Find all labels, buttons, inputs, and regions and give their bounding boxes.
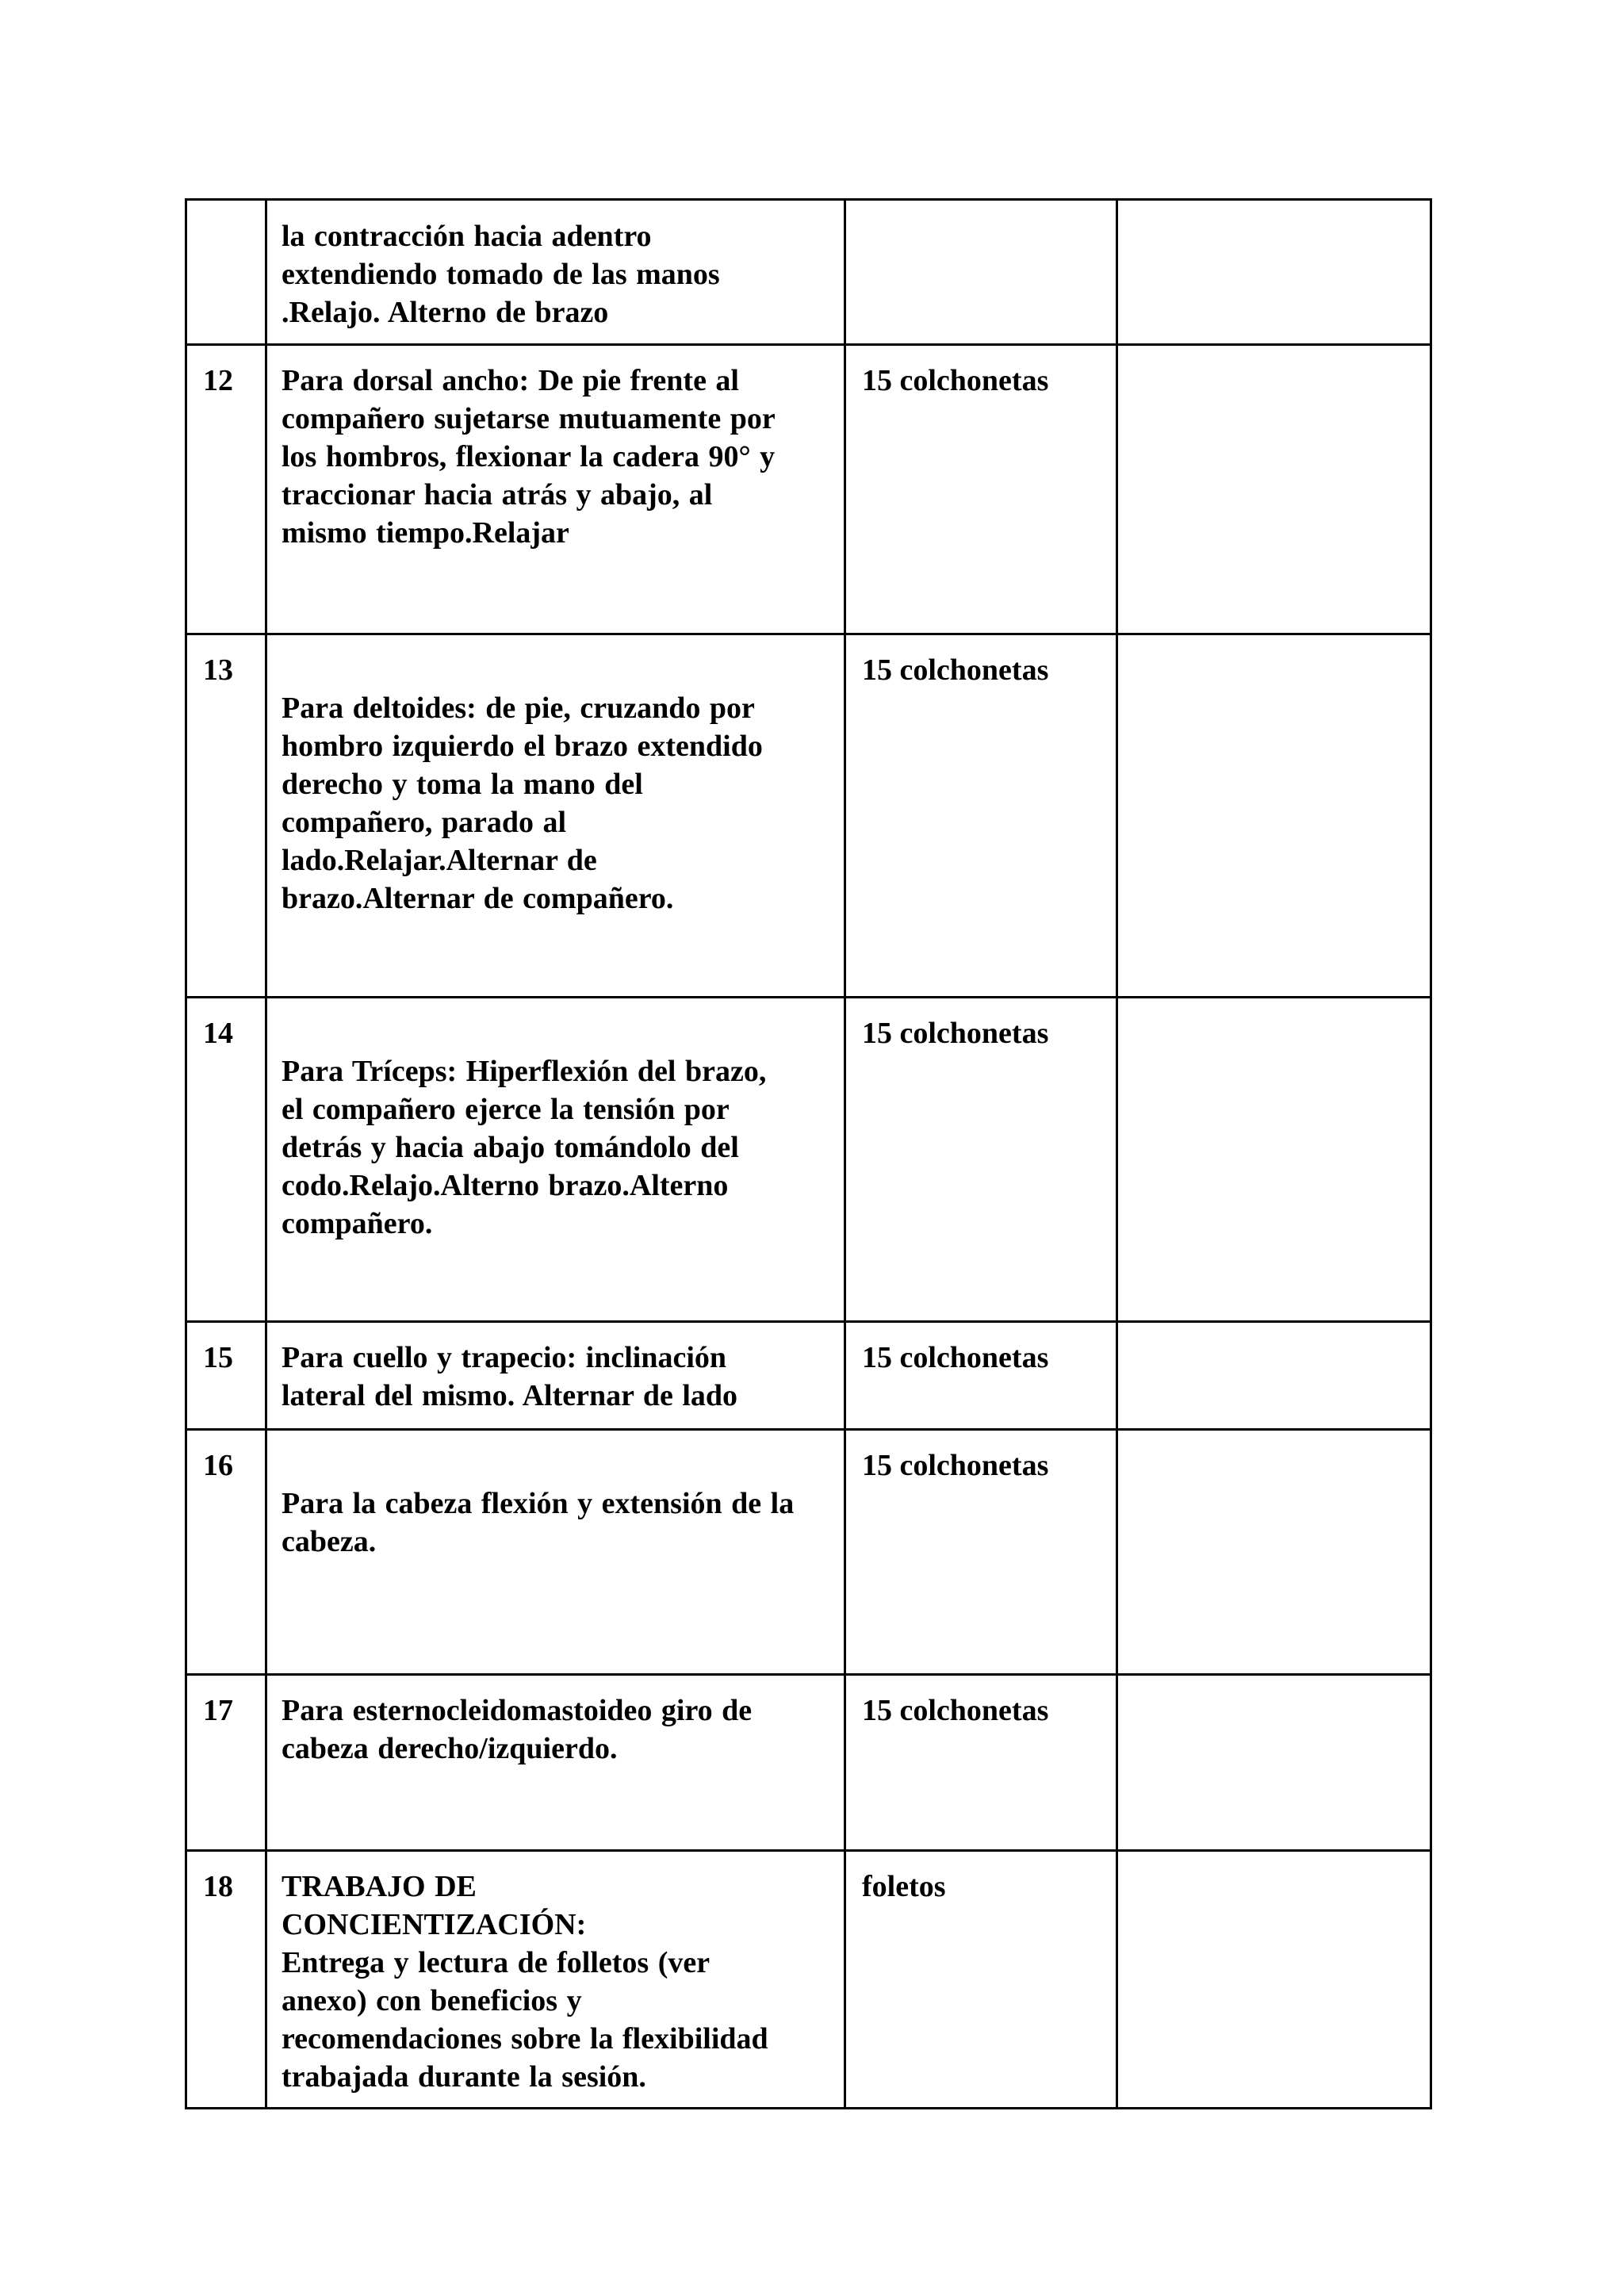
observation-cell xyxy=(1117,1322,1431,1430)
exercise-description: Para dorsal ancho: De pie frente al compañero sujetarse mutuamente por los hombros, flexionar la cadera 90° y traccionar hacia atrás y abajo, al mismo tiempo.Relajar xyxy=(282,364,776,550)
row-number: 13 xyxy=(203,653,233,687)
exercise-description: TRABAJO DE CONCIENTIZACIÓN: Entrega y lectura de folletos (ver anexo) con beneficios y recomendaciones sobre la flexibilidad trabajada durante la sesión. xyxy=(282,1870,768,2094)
table-row xyxy=(186,1851,1431,2109)
material-cell xyxy=(845,200,1117,345)
observation-cell xyxy=(1117,1675,1431,1851)
description-cell xyxy=(266,634,845,998)
row-number-cell xyxy=(186,998,266,1322)
exercise-table xyxy=(185,198,1432,2109)
table-row xyxy=(186,1322,1431,1430)
exercise-description: Para deltoides: de pie, cruzando por hombro izquierdo el brazo extendido derecho y toma la mano del compañero, parado al lado.Relajar.Alternar de brazo.Alternar de compañero. xyxy=(282,692,763,915)
material-cell xyxy=(845,1322,1117,1430)
observation-cell xyxy=(1117,345,1431,634)
material-text: 15 colchonetas xyxy=(862,364,1049,397)
exercise-description: Para Tríceps: Hiperflexión del brazo, el compañero ejerce la tensión por detrás y hacia abajo tomándolo del codo.Relajo.Alterno brazo.Alterno compañero. xyxy=(282,1055,767,1240)
row-number-cell xyxy=(186,1851,266,2109)
table-row xyxy=(186,1675,1431,1851)
observation-cell xyxy=(1117,200,1431,345)
exercise-description: Para esternocleidomastoideo giro de cabeza derecho/izquierdo. xyxy=(282,1694,753,1765)
row-number: 17 xyxy=(203,1694,233,1727)
row-number-cell xyxy=(186,1430,266,1675)
row-number-cell xyxy=(186,1322,266,1430)
description-cell xyxy=(266,345,845,634)
material-text: 15 colchonetas xyxy=(862,1341,1049,1374)
table-row xyxy=(186,998,1431,1322)
material-text: 15 colchonetas xyxy=(862,1017,1049,1050)
material-cell xyxy=(845,1430,1117,1675)
row-number-cell xyxy=(186,345,266,634)
description-cell xyxy=(266,998,845,1322)
material-text: 15 colchonetas xyxy=(862,653,1049,687)
exercise-description: Para la cabeza flexión y extensión de la cabeza. xyxy=(282,1487,795,1558)
table-row xyxy=(186,1430,1431,1675)
observation-cell xyxy=(1117,998,1431,1322)
row-number-cell xyxy=(186,634,266,998)
table-row xyxy=(186,200,1431,345)
table-row xyxy=(186,634,1431,998)
row-number: 14 xyxy=(203,1017,233,1050)
table-row xyxy=(186,345,1431,634)
material-text: foletos xyxy=(862,1870,946,1903)
observation-cell xyxy=(1117,1851,1431,2109)
exercise-description: la contracción hacia adentro extendiendo tomado de las manos .Relajo. Alterno de brazo xyxy=(282,220,720,329)
row-number-cell xyxy=(186,1675,266,1851)
row-number-cell xyxy=(186,200,266,345)
row-number: 12 xyxy=(203,364,233,397)
material-text: 15 colchonetas xyxy=(862,1449,1049,1482)
observation-cell xyxy=(1117,1430,1431,1675)
material-text: 15 colchonetas xyxy=(862,1694,1049,1727)
description-cell xyxy=(266,1430,845,1675)
material-cell xyxy=(845,1851,1117,2109)
description-cell xyxy=(266,200,845,345)
row-number: 18 xyxy=(203,1870,233,1903)
material-cell xyxy=(845,998,1117,1322)
description-cell xyxy=(266,1675,845,1851)
description-cell xyxy=(266,1851,845,2109)
observation-cell xyxy=(1117,634,1431,998)
material-cell xyxy=(845,634,1117,998)
material-cell xyxy=(845,1675,1117,1851)
row-number: 15 xyxy=(203,1341,233,1374)
exercise-description: Para cuello y trapecio: inclinación lateral del mismo. Alternar de lado xyxy=(282,1341,738,1412)
material-cell xyxy=(845,345,1117,634)
description-cell xyxy=(266,1322,845,1430)
row-number: 16 xyxy=(203,1449,233,1482)
